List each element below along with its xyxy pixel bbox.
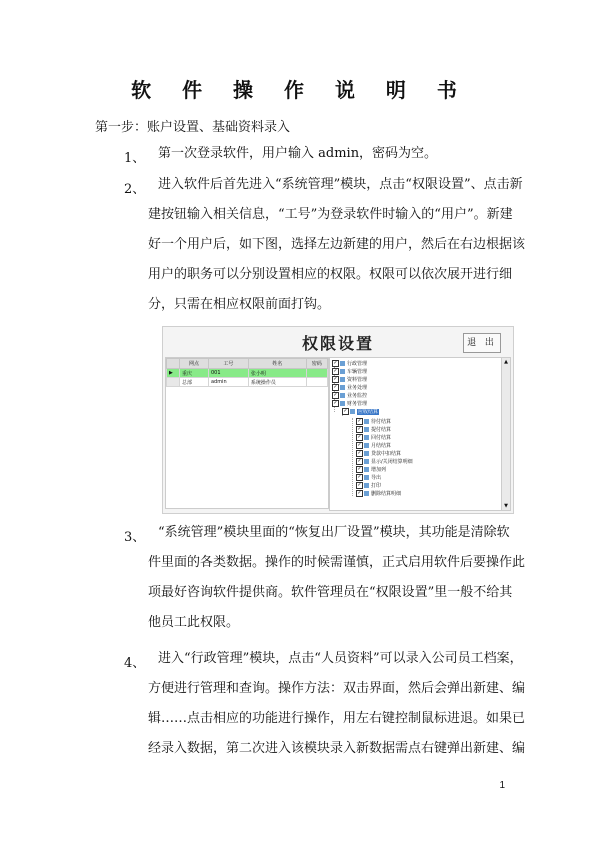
permission-tree [329, 357, 511, 511]
tree-node[interactable]: ✓ 打印 [357, 482, 382, 489]
checkbox-icon[interactable]: ✓ [357, 418, 362, 424]
item-icon [364, 419, 369, 424]
item-icon [364, 451, 369, 456]
tree-node[interactable]: ✓ 业务监控 [333, 392, 368, 399]
checkbox-icon[interactable]: ✓ [333, 384, 338, 390]
item-number: 4、 [124, 656, 146, 671]
tree-node[interactable]: ✓ 提付结算 [357, 426, 392, 433]
paragraph-line: 进入软件后首先进入“系统管理”模块，点击“权限设置”、点击新 [158, 177, 523, 192]
row-marker-icon: ▶ [167, 369, 180, 378]
tree-node[interactable]: ✓ 应收结算 [343, 408, 379, 415]
item-paragraph [158, 170, 523, 200]
checkbox-icon[interactable]: ✓ [357, 442, 362, 448]
checkbox-icon[interactable]: ✓ [333, 392, 338, 398]
scroll-down-icon[interactable]: ▼ [504, 503, 508, 509]
tree-node[interactable]: ✓ 月结结算 [357, 442, 392, 449]
table-cell[interactable]: 张小明 [248, 369, 306, 378]
table-cell[interactable] [306, 378, 327, 387]
tree-node[interactable]: ✓ 业务处理 [333, 384, 368, 391]
grid-corner [167, 359, 180, 369]
paragraph-line: 项最好咨询软件提供商。软件管理员在“权限设置”里一般不给其 [148, 585, 513, 600]
page-number: 1 [499, 780, 505, 791]
paragraph-line: 好一个用户后，如下图，选择左边新建的用户，然后在右边根据该 [148, 237, 526, 252]
user-grid [165, 357, 329, 509]
tree-node[interactable]: ✓ 待付结算 [357, 418, 392, 425]
checkbox-icon[interactable]: ✓ [357, 450, 362, 456]
paragraph-line: 进入“行政管理”模块，点击“人员资料”可以录入公司员工档案， [158, 651, 523, 666]
paragraph-line: 方便进行管理和查询。操作方法：双击界面，然后会弹出新建、编 [148, 681, 526, 696]
paragraph-line: 件里面的各类数据。操作的时候需谨慎，正式启用软件后要操作此 [148, 555, 526, 570]
paragraph-line: 经录入数据，第二次进入该模块录入新数据需点右键弹出新建、编 [148, 741, 526, 756]
table-cell[interactable]: 001 [208, 369, 248, 378]
tree-node[interactable]: ✓ 贷款中扣结算 [357, 450, 402, 457]
item-icon [364, 435, 369, 440]
document-title: 软 件 操 作 说 明 书 [131, 78, 469, 102]
item-paragraph-cont [148, 548, 525, 638]
tree-node[interactable]: ✓ 车辆管理 [333, 368, 368, 375]
item-icon [364, 443, 369, 448]
table-cell[interactable]: 总部 [180, 378, 209, 387]
table-cell[interactable]: 重庆 [180, 369, 209, 378]
table-row[interactable] [167, 378, 328, 387]
tree-node[interactable]: ✓ 删除结算明细 [357, 490, 402, 497]
paragraph-line: 他员工此权限。 [148, 615, 240, 630]
paragraph-line: 分，只需在相应权限前面打钩。 [148, 297, 331, 312]
table-cell[interactable]: admin [208, 378, 248, 387]
tree-scrollbar[interactable] [501, 358, 510, 510]
tree-node[interactable]: ✓ 财务管理 [333, 400, 368, 407]
checkbox-icon[interactable]: ✓ [333, 376, 338, 382]
folder-icon [340, 361, 345, 366]
item-paragraph-cont [148, 674, 525, 764]
table-cell[interactable] [306, 369, 327, 378]
checkbox-icon[interactable]: ✓ [357, 474, 362, 480]
checkbox-icon[interactable]: ✓ [357, 482, 362, 488]
item-icon [364, 475, 369, 480]
checkbox-icon[interactable]: ✓ [357, 434, 362, 440]
paragraph-line: “系统管理”模块里面的“恢复出厂设置”模块，其功能是清除软 [158, 525, 510, 540]
folder-icon [340, 369, 345, 374]
tree-node[interactable]: ✓ 显示/关闭结算明细 [357, 458, 413, 465]
item-number: 2、 [124, 182, 146, 197]
item-paragraph [158, 644, 523, 674]
checkbox-icon[interactable]: ✓ [357, 490, 362, 496]
checkbox-icon[interactable]: ✓ [333, 360, 338, 366]
column-header[interactable]: 网点 [180, 359, 209, 369]
permission-settings-screenshot [162, 326, 514, 514]
item-icon [364, 467, 369, 472]
item-icon [364, 459, 369, 464]
checkbox-icon[interactable]: ✓ [343, 408, 348, 414]
column-header[interactable]: 密码 [306, 359, 327, 369]
step-heading: 第一步：账户设置、基础资料录入 [95, 120, 291, 135]
item-paragraph [158, 139, 437, 169]
checkbox-icon[interactable]: ✓ [333, 400, 338, 406]
folder-icon [340, 393, 345, 398]
scroll-up-icon[interactable]: ▲ [504, 359, 508, 365]
tree-node[interactable]: ✓ 资料管理 [333, 376, 368, 383]
item-number: 1、 [124, 151, 146, 166]
row-marker-icon [167, 378, 180, 387]
paragraph-line: 第一次登录软件，用户输入 admin，密码为空。 [158, 146, 438, 161]
item-icon [364, 427, 369, 432]
column-header[interactable]: 工号 [208, 359, 248, 369]
window-title: 权限设置 [301, 334, 374, 353]
tree-node[interactable]: ✓ 行政管理 [333, 360, 368, 367]
item-icon [364, 483, 369, 488]
tree-node[interactable]: ✓ 导出 [357, 474, 382, 481]
tree-node[interactable]: ✓ 增加列 [357, 466, 387, 473]
exit-button[interactable]: 退 出 [463, 333, 501, 353]
item-icon [364, 491, 369, 496]
checkbox-icon[interactable]: ✓ [357, 466, 362, 472]
checkbox-icon[interactable]: ✓ [357, 458, 362, 464]
paragraph-line: 辑……点击相应的功能进行操作，用左右键控制鼠标进退。如果已 [148, 711, 526, 726]
tree-node[interactable]: ✓ 回付结算 [357, 434, 392, 441]
folder-icon [340, 401, 345, 406]
paragraph-line: 建按钮输入相关信息，“工号”为登录软件时输入的“用户”。新建 [148, 207, 513, 222]
folder-icon [340, 385, 345, 390]
table-row[interactable] [167, 369, 328, 378]
item-paragraph-cont [148, 200, 525, 320]
folder-icon [350, 409, 355, 414]
item-number: 3、 [124, 530, 146, 545]
item-paragraph [158, 518, 510, 548]
checkbox-icon[interactable]: ✓ [357, 426, 362, 432]
folder-icon [340, 377, 345, 382]
table-cell[interactable]: 系统操作员 [248, 378, 306, 387]
checkbox-icon[interactable]: ✓ [333, 368, 338, 374]
column-header[interactable]: 姓名 [248, 359, 306, 369]
paragraph-line: 用户的职务可以分别设置相应的权限。权限可以依次展开进行细 [148, 267, 513, 282]
